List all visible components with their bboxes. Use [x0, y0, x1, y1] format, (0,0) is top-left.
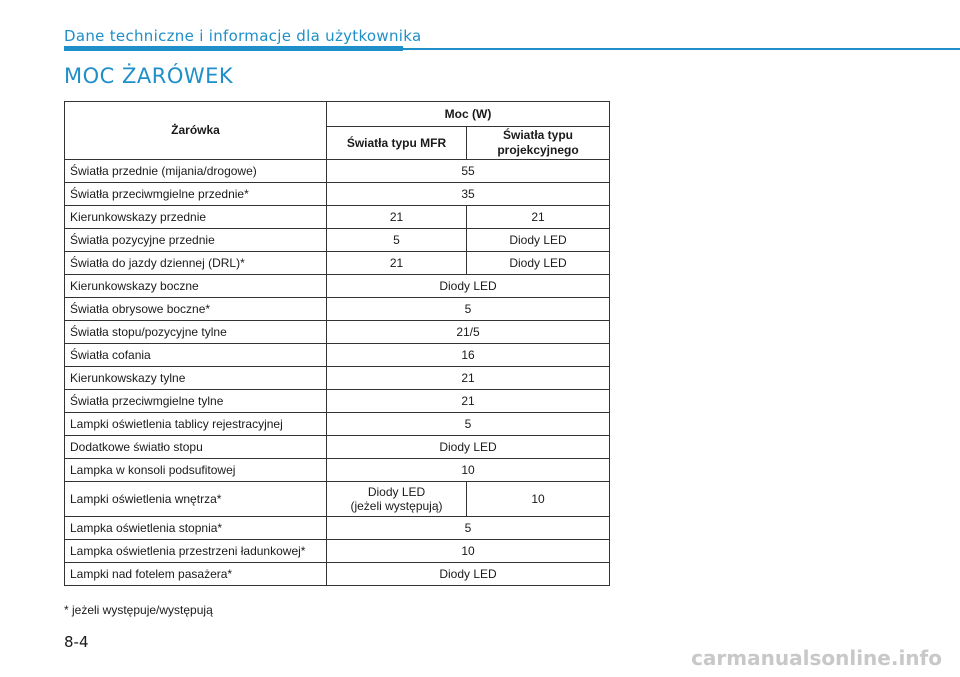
table-row	[65, 459, 610, 482]
table-row	[65, 367, 610, 390]
header-mfr: Światła typu MFR	[327, 127, 467, 160]
bulb-name: Światła przednie (mijania/drogowe)	[65, 160, 327, 183]
bulb-name: Światła stopu/pozycyjne tylne	[65, 321, 327, 344]
bulb-name: Kierunkowskazy boczne	[65, 275, 327, 298]
bulb-power-projector: Diody LED	[467, 229, 610, 252]
bulb-name: Lampki oświetlenia wnętrza*	[65, 482, 327, 517]
bulb-power: 21	[327, 390, 610, 413]
table-row	[65, 344, 610, 367]
table-row	[65, 482, 610, 517]
table-row	[65, 563, 610, 586]
bulb-power: Diody LED	[327, 436, 610, 459]
bulb-power: 5	[327, 298, 610, 321]
bulb-power: 21	[327, 367, 610, 390]
table-row	[65, 517, 610, 540]
bulb-power-projector: 21	[467, 206, 610, 229]
bulb-power-mfr: 21	[327, 252, 467, 275]
table-row	[65, 390, 610, 413]
bulb-power-mfr	[327, 482, 467, 517]
bulb-power: Diody LED	[327, 275, 610, 298]
bulb-power: 5	[327, 517, 610, 540]
bulb-name: Światła przeciwmgielne przednie*	[65, 183, 327, 206]
header-rule	[403, 48, 960, 50]
bulb-power-projector: Diody LED	[467, 252, 610, 275]
bulb-name: Lampka oświetlenia przestrzeni ładunkowej*	[65, 540, 327, 563]
bulb-name: Lampki oświetlenia tablicy rejestracyjnej	[65, 413, 327, 436]
bulb-power: 10	[327, 459, 610, 482]
bulb-name: Światła do jazdy dziennej (DRL)*	[65, 252, 327, 275]
table-row	[65, 206, 610, 229]
bulb-power-projector: 10	[467, 482, 610, 517]
header-power: Moc (W)	[327, 102, 610, 127]
bulb-power-mfr: 21	[327, 206, 467, 229]
bulb-name: Dodatkowe światło stopu	[65, 436, 327, 459]
header-projector: Światła typu projekcyjnego	[467, 127, 610, 160]
section-title: MOC ŻARÓWEK	[64, 64, 234, 88]
table-row	[65, 321, 610, 344]
bulb-name: Kierunkowskazy tylne	[65, 367, 327, 390]
chapter-title: Dane techniczne i informacje dla użytkownika	[64, 27, 422, 45]
table-row	[65, 436, 610, 459]
table-row	[65, 160, 610, 183]
bulb-name: Lampka w konsoli podsufitowej	[65, 459, 327, 482]
bulb-power-table	[64, 101, 610, 586]
watermark: carmanualsonline.info	[691, 646, 942, 670]
bulb-power: 55	[327, 160, 610, 183]
table-row	[65, 540, 610, 563]
bulb-power-mfr-line1: Diody LED	[367, 485, 426, 499]
bulb-name: Lampki nad fotelem pasażera*	[65, 563, 327, 586]
bulb-power: 10	[327, 540, 610, 563]
bulb-name: Światła przeciwmgielne tylne	[65, 390, 327, 413]
bulb-name: Światła obrysowe boczne*	[65, 298, 327, 321]
bulb-power-mfr-line2: (jeżeli występują)	[350, 499, 443, 513]
header-rule-accent	[64, 46, 403, 51]
bulb-name: Kierunkowskazy przednie	[65, 206, 327, 229]
bulb-power: 21/5	[327, 321, 610, 344]
bulb-power: Diody LED	[327, 563, 610, 586]
table-row	[65, 183, 610, 206]
table-row	[65, 413, 610, 436]
bulb-name: Lampka oświetlenia stopnia*	[65, 517, 327, 540]
table-row	[65, 229, 610, 252]
header-bulb: Żarówka	[65, 102, 327, 160]
table-row	[65, 252, 610, 275]
bulb-name: Światła cofania	[65, 344, 327, 367]
bulb-name: Światła pozycyjne przednie	[65, 229, 327, 252]
bulb-power-mfr: 5	[327, 229, 467, 252]
bulb-power: 5	[327, 413, 610, 436]
bulb-power: 16	[327, 344, 610, 367]
footnote: * jeżeli występuje/występują	[64, 603, 213, 617]
page-number: 8-4	[64, 633, 89, 651]
table-row	[65, 275, 610, 298]
table-row	[65, 298, 610, 321]
bulb-power: 35	[327, 183, 610, 206]
